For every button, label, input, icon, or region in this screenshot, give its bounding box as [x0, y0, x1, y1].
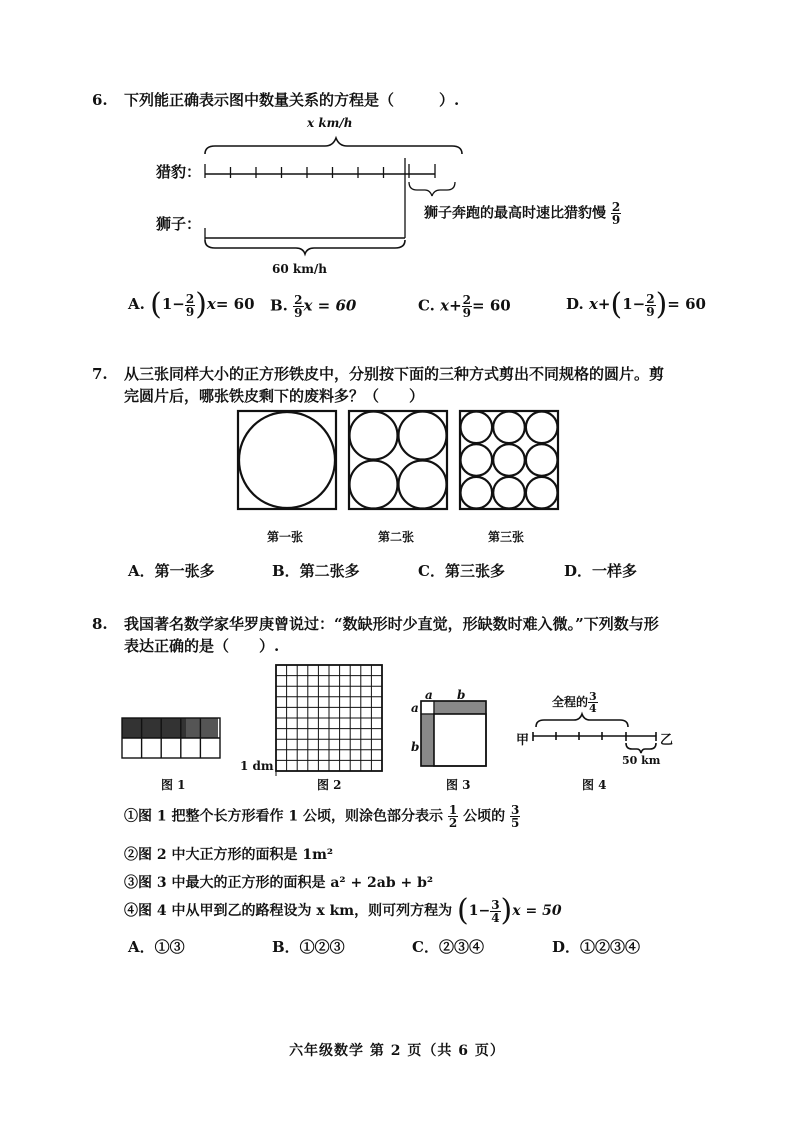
q8-fig1 — [122, 718, 220, 758]
q8-number: 8. — [92, 615, 108, 633]
q8-statement-2: ②图 2 中大正方形的面积是 1m² — [124, 847, 334, 863]
q8-fig4-jia: 甲 — [516, 733, 530, 748]
q8-option-d[interactable]: D．①②③④ — [552, 938, 641, 956]
q8-option-b[interactable]: B．①②③ — [272, 938, 345, 956]
q6-bottom-label: 60 km/h — [272, 262, 327, 276]
q6-note-fraction: $\frac{2}{9}$ — [611, 200, 621, 227]
q7-option-b[interactable]: B．第二张多 — [272, 562, 360, 580]
q8-stem-line2: 表达正确的是（ ）. — [124, 637, 280, 655]
q6-lion-label: 狮子： — [156, 215, 202, 233]
q8-fig3 — [421, 701, 486, 766]
q8-fig3-caption: 图 3 — [446, 778, 471, 792]
q7-stem-line2: 完圆片后，哪张铁皮剩下的废料多？（ ） — [124, 387, 425, 405]
q8-fig4-label: 全程的 $\frac{3}{4}$ — [552, 690, 597, 715]
q8-fig3-b-top: b — [457, 688, 466, 702]
q8-fig4-yi: 乙 — [660, 733, 674, 748]
q8-statement-3: ③图 3 中最大的正方形的面积是 a² + 2ab + b² — [124, 875, 434, 891]
q8-fig4-50km: 50 km — [622, 754, 661, 767]
q6-number: 6. — [92, 91, 108, 109]
q7-option-c[interactable]: C．第三张多 — [418, 562, 505, 580]
q7-stem-line1: 从三张同样大小的正方形铁皮中，分别按下面的三种方式剪出不同规格的圆片。剪 — [124, 365, 665, 383]
q6-option-d[interactable]: D. x+(1− $\frac{2}{9}$ )= 60 — [566, 287, 706, 322]
q8-statement-1: ①图 1 把整个长方形看作 1 公顷，则涂色部分表示 $\frac{1}{2}$ 公顷的 $\frac{3}{5}$ — [124, 803, 520, 830]
q6-option-c[interactable]: C. x+ $\frac{2}{9}$ = 60 — [418, 293, 511, 320]
q6-stem: 下列能正确表示图中数量关系的方程是（ ）. — [124, 91, 460, 109]
q8-stem-line1: 我国著名数学家华罗庚曾说过：“数缺形时少直觉，形缺数时难入微。”下列数与形 — [124, 615, 659, 633]
q8-fig4-caption: 图 4 — [582, 778, 607, 792]
q7-caption-3: 第三张 — [488, 530, 525, 544]
q6-option-a[interactable]: A. (1− $\frac{2}{9}$ )x= 60 — [128, 287, 255, 322]
page-footer: 六年级数学 第 2 页（共 6 页） — [289, 1043, 505, 1059]
q6-top-label: x km/h — [307, 116, 353, 130]
q6-cheetah-label: 猎豹： — [156, 163, 202, 181]
q7-number: 7. — [92, 365, 108, 383]
q8-fig2-caption: 图 2 — [317, 778, 342, 792]
q8-fig2 — [276, 665, 382, 771]
q8-fig3-b-left: b — [411, 740, 420, 754]
q8-fig3-a-left: a — [411, 701, 419, 715]
q7-option-d[interactable]: D．一样多 — [564, 562, 638, 580]
q8-statement-4: ④图 4 中从甲到乙的路程设为 x km，则可列方程为 (1− $\frac{3}{4}$ )x = 50 — [124, 893, 562, 928]
q7-caption-2: 第二张 — [378, 530, 415, 544]
q6-option-b[interactable]: B. $\frac{2}{9}$ x = 60 — [270, 293, 357, 320]
q8-option-c[interactable]: C．②③④ — [412, 938, 484, 956]
q8-fig4 — [533, 714, 656, 753]
q7-option-a[interactable]: A．第一张多 — [128, 562, 215, 580]
q8-fig1-caption: 图 1 — [161, 778, 186, 792]
q8-dm-label: 1 dm — [240, 759, 274, 773]
q6-note: 狮子奔跑的最高时速比猎豹慢 $\frac{2}{9}$ — [424, 200, 621, 227]
q7-caption-1: 第一张 — [267, 530, 304, 544]
q8-option-a[interactable]: A．①③ — [128, 938, 185, 956]
q8-fig3-a-top: a — [425, 688, 433, 702]
